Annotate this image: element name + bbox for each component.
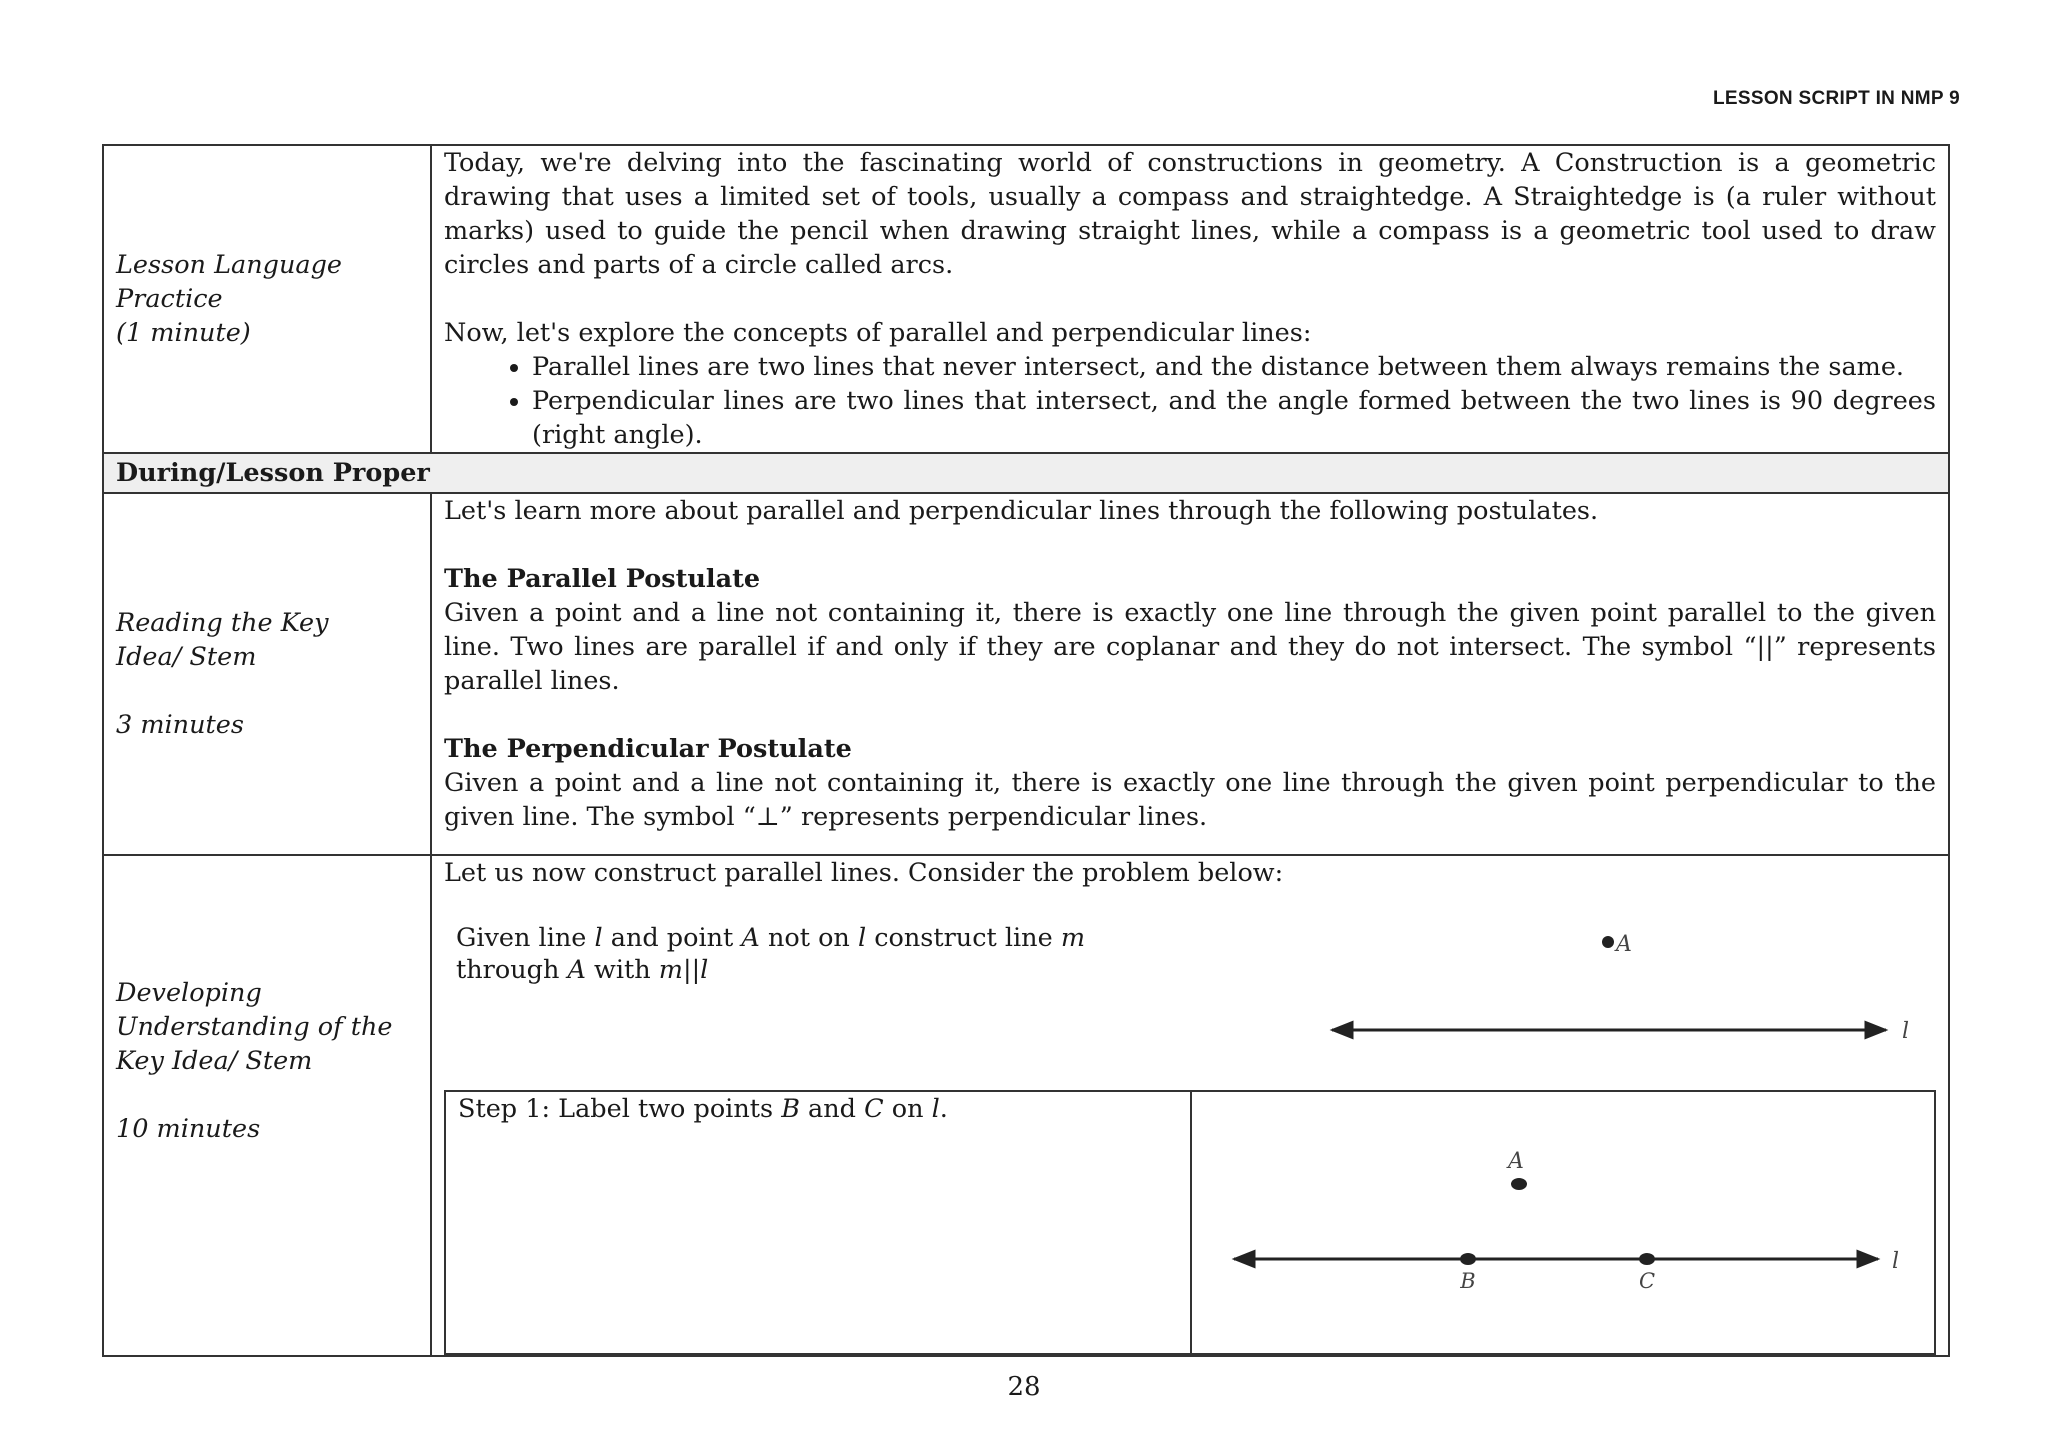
point-b-dot — [1460, 1253, 1476, 1265]
section-header-row — [103, 453, 1949, 493]
row-label-lesson-language — [103, 145, 431, 453]
concepts-intro: Now, let's explore the concepts of parallel and perpendicular lines: — [444, 318, 1312, 348]
step-text-part: on — [883, 1094, 932, 1124]
constructions-paragraph: Today, we're delving into the fascinating world of constructions in geometry. A Construction is a geometric drawing that uses a limited set of tools, usually a compass and straightedge. A Straightedge is (a ruler without marks) used to guide the pencil when drawing straight lines, while a compass is a geometric tool used to draw circles and parts of a circle called arcs. — [444, 148, 1936, 280]
row-label-developing-understanding — [103, 855, 431, 1356]
developing-understanding-content — [431, 855, 1949, 1356]
lesson-language-row — [103, 145, 1949, 453]
reading-key-idea-row — [103, 493, 1949, 855]
math-symbol: m — [658, 955, 683, 985]
label-time: 3 minutes — [116, 710, 244, 740]
list-item: • Perpendicular lines are two lines that intersect, and the angle formed between the two lines is 90 degrees (right angle). — [532, 384, 1936, 452]
label-line: Key Idea/ Stem — [116, 1045, 313, 1076]
point-c-label: C — [1638, 1269, 1656, 1293]
step-text-part: and — [799, 1094, 865, 1124]
point-b-label: B — [1460, 1269, 1476, 1293]
concept-list — [444, 350, 1936, 452]
label-line: Developing — [116, 977, 262, 1008]
problem-area — [444, 890, 1936, 1090]
point-a-label: A — [1616, 932, 1632, 957]
lesson-language-content — [431, 145, 1949, 453]
page-number: 28 — [1007, 1372, 1041, 1402]
math-symbol: A — [741, 923, 760, 953]
construction-intro: Let us now construct parallel lines. Consider the problem below: — [444, 858, 1284, 888]
parallel-postulate-title: The Parallel Postulate — [444, 564, 761, 594]
label-line: Reading the Key — [116, 608, 329, 638]
math-symbol: A — [567, 955, 586, 985]
problem-text-part: not on — [759, 923, 858, 953]
reading-key-idea-content — [431, 493, 1949, 855]
math-symbol: l — [931, 1094, 940, 1124]
problem-text-part: Given line — [456, 923, 595, 953]
problem-text-part: through — [456, 955, 568, 985]
steps-table — [444, 1090, 1936, 1355]
line-l-label: l — [1892, 1249, 1900, 1274]
step-1-text-cell — [445, 1091, 1191, 1354]
section-title: During/Lesson Proper — [103, 453, 1949, 493]
label-line: Idea/ Stem — [116, 642, 257, 672]
label-time: 10 minutes — [116, 1113, 261, 1144]
given-line-and-point-figure — [1324, 930, 1924, 1060]
point-a-label: A — [1508, 1149, 1524, 1174]
step-1-figure-cell — [1191, 1091, 1935, 1354]
label-line: Lesson Language — [116, 250, 343, 280]
line-l-label: l — [1902, 1019, 1910, 1044]
row-label-reading-key-idea — [103, 493, 431, 855]
developing-understanding-row — [103, 855, 1949, 1356]
parallel-postulate-text: Given a point and a line not containing it, there is exactly one line through the given point parallel to the given line. Two lines are parallel if and only if they are coplanar and they do not intersect. The symbol “||” represents parallel lines. — [444, 598, 1936, 696]
step-row — [445, 1091, 1935, 1354]
math-symbol: B — [781, 1094, 800, 1124]
step-1-figure — [1192, 1092, 1938, 1344]
problem-text-part: with — [585, 955, 659, 985]
math-symbol: m — [1060, 923, 1085, 953]
label-time: (1 minute) — [116, 318, 251, 348]
perpendicular-postulate-title: The Perpendicular Postulate — [444, 734, 852, 764]
label-line: Practice — [116, 284, 223, 314]
problem-statement — [456, 922, 1156, 986]
math-symbol: l — [594, 923, 603, 953]
perpendicular-postulate-text: Given a point and a line not containing it, there is exactly one line through the given point perpendicular to the given line. The symbol “⊥” represents perpendicular lines. — [444, 768, 1936, 832]
lesson-table — [102, 144, 1950, 1357]
label-line: Understanding of the — [116, 1011, 393, 1042]
point-c-dot — [1639, 1253, 1655, 1265]
list-item: • Parallel lines are two lines that never intersect, and the distance between them always remains the same. — [532, 350, 1936, 384]
parallel-symbol: || — [682, 955, 701, 985]
step-text-part: Step 1: Label two points — [458, 1094, 782, 1124]
point-a-dot — [1511, 1178, 1527, 1190]
problem-text-part: construct line — [866, 923, 1061, 953]
document-header-title: LESSON SCRIPT IN NMP 9 — [1713, 88, 1960, 109]
step-text-part: . — [939, 1094, 948, 1124]
math-symbol: C — [864, 1094, 884, 1124]
postulates-intro: Let's learn more about parallel and perpendicular lines through the following postulates. — [444, 496, 1599, 526]
point-a-dot — [1602, 936, 1614, 948]
math-symbol: l — [700, 955, 709, 985]
problem-text-part: and point — [602, 923, 742, 953]
math-symbol: l — [857, 923, 867, 953]
